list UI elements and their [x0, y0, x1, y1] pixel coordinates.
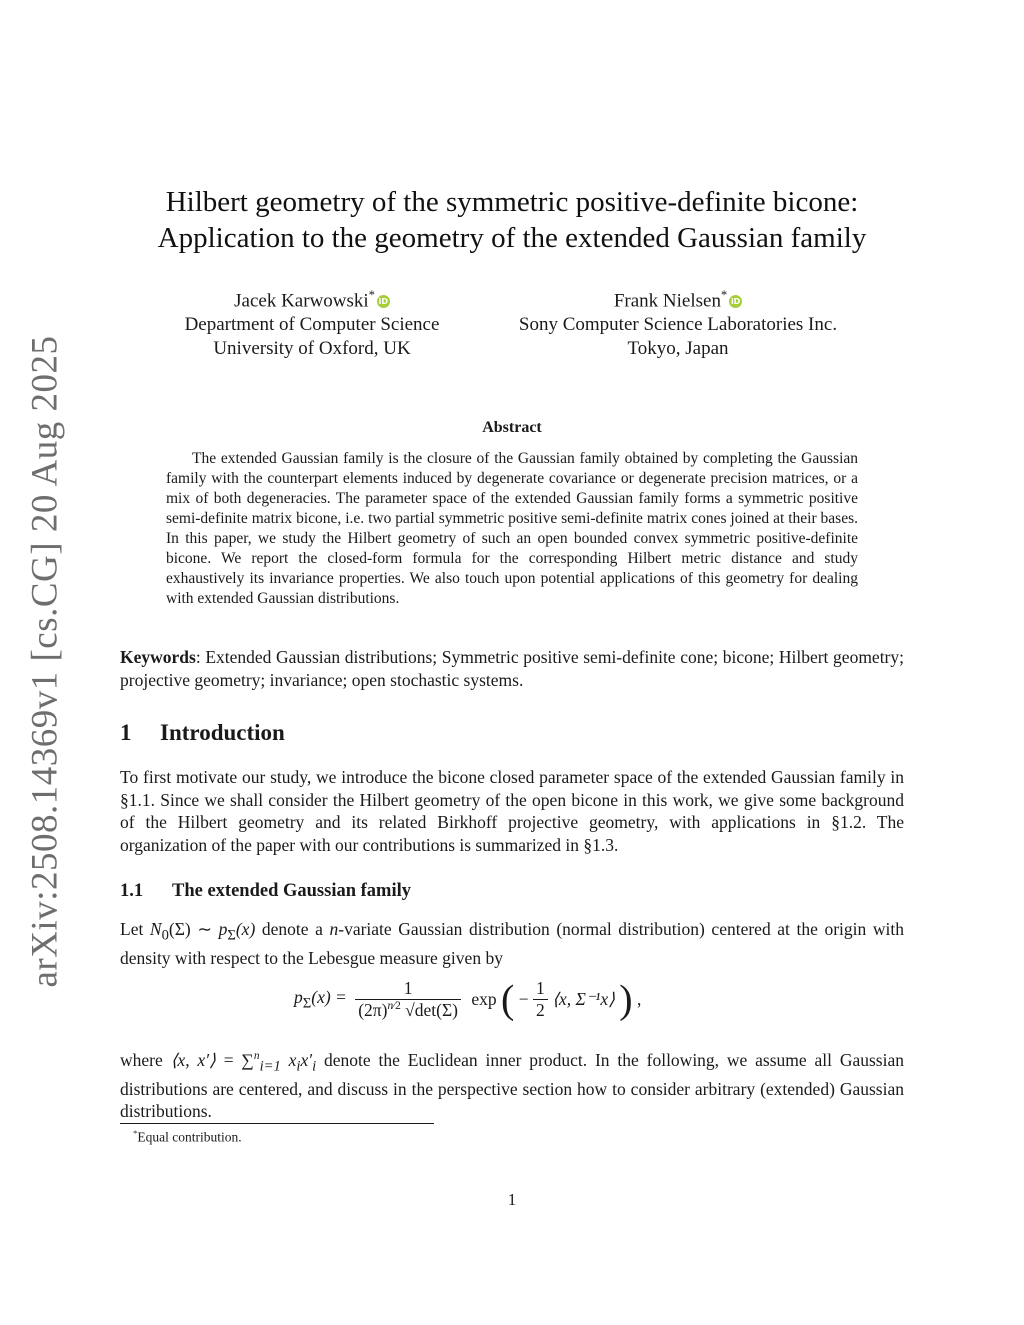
inner-product-paragraph: where ⟨x, x′⟩ = ∑$^n_{i=1}$ $x_ix'_i$ denote the Euclidean inner product. In the following, we assume all Gaussian distributions are centered, and discuss in the perspective section how to consider arbitrary (extended) Gaussian distributions.	[120, 1049, 904, 1122]
author-name: Jacek Karwowski* iD	[234, 288, 389, 312]
footnote-divider	[120, 1123, 434, 1124]
keywords: Keywords: Extended Gaussian distributions; Symmetric positive semi-definite cone; bicone; Hilbert geometry; projective geometry; invariance; open stochastic systems.	[120, 647, 904, 690]
author-block-2	[498, 283, 858, 361]
author-block-1	[132, 283, 492, 361]
abstract-heading: Abstract	[482, 419, 542, 436]
subsection-heading: 1.1 The extended Gaussian family	[120, 881, 411, 901]
page-number: 1	[507, 1190, 517, 1209]
abstract-body: The extended Gaussian family is the closure of the Gaussian family obtained by completing the Gaussian family with the counterpart elements induced by degenerate covariance or degenerate precision matrices, or a mix of both degeneracies. The parameter space of the extended Gaussian family forms a symmetric positive semi-definite matrix bicone, i.e. two partial symmetric positive semi-definite matrix cones joined at their bases. In this paper, we study the Hilbert geometry of such an open bounded convex symmetric positive-definite bicone. We report the closed-form formula for the corresponding Hilbert metric distance and study exhaustively its invariance properties. We also touch upon potential applications of this geometry for dealing with extended Gaussian distributions.	[166, 450, 858, 607]
definition-paragraph: Let $N_0(\Sigma)$ ∼ $p_\Sigma(x)$ denote a n-variate Gaussian distribution (normal distribution) centered at the origin with density with respect to the Lebesgue measure given by	[120, 919, 904, 968]
paper-title-line-2: Application to the geometry of the extended Gaussian family	[157, 222, 867, 254]
author-name: Frank Nielsen* iD	[613, 288, 741, 312]
orcid-icon[interactable]: iD	[378, 297, 389, 307]
gaussian-density-equation: $p_\Sigma(x)$ = $\frac{1}{(2\pi)^{n⁄2} √\det(\Sigma)}$ exp ( − $\frac{1}{2}$ ⟨x, Σ⁻¹x⟩ ) ,	[294, 976, 642, 1022]
author-affiliation: Tokyo, Japan	[627, 338, 729, 360]
author-department: Department of Computer Science	[184, 314, 440, 336]
author-affiliation: University of Oxford, UK	[213, 338, 411, 360]
footnote: *Equal contribution.	[133, 1128, 242, 1145]
intro-paragraph: To first motivate our study, we introduce the bicone closed parameter space of the extended Gaussian family in §1.1. Since we shall consider the Hilbert geometry of the open bicone in this work, we give some background of the Hilbert geometry and its related Birkhoff projective geometry, with applications in §1.2. The organization of the paper with our contributions is summarized in §1.3.	[120, 767, 904, 855]
author-department: Sony Computer Science Laboratories Inc.	[518, 314, 838, 336]
section-heading-introduction: 1 Introduction	[120, 720, 285, 745]
paper-title-line-1: Hilbert geometry of the symmetric positive-definite bicone:	[165, 186, 859, 218]
orcid-icon[interactable]: iD	[730, 297, 741, 307]
arxiv-identifier-stamp: arXiv:2508.14369v1 [cs.CG] 20 Aug 2025	[24, 335, 66, 988]
